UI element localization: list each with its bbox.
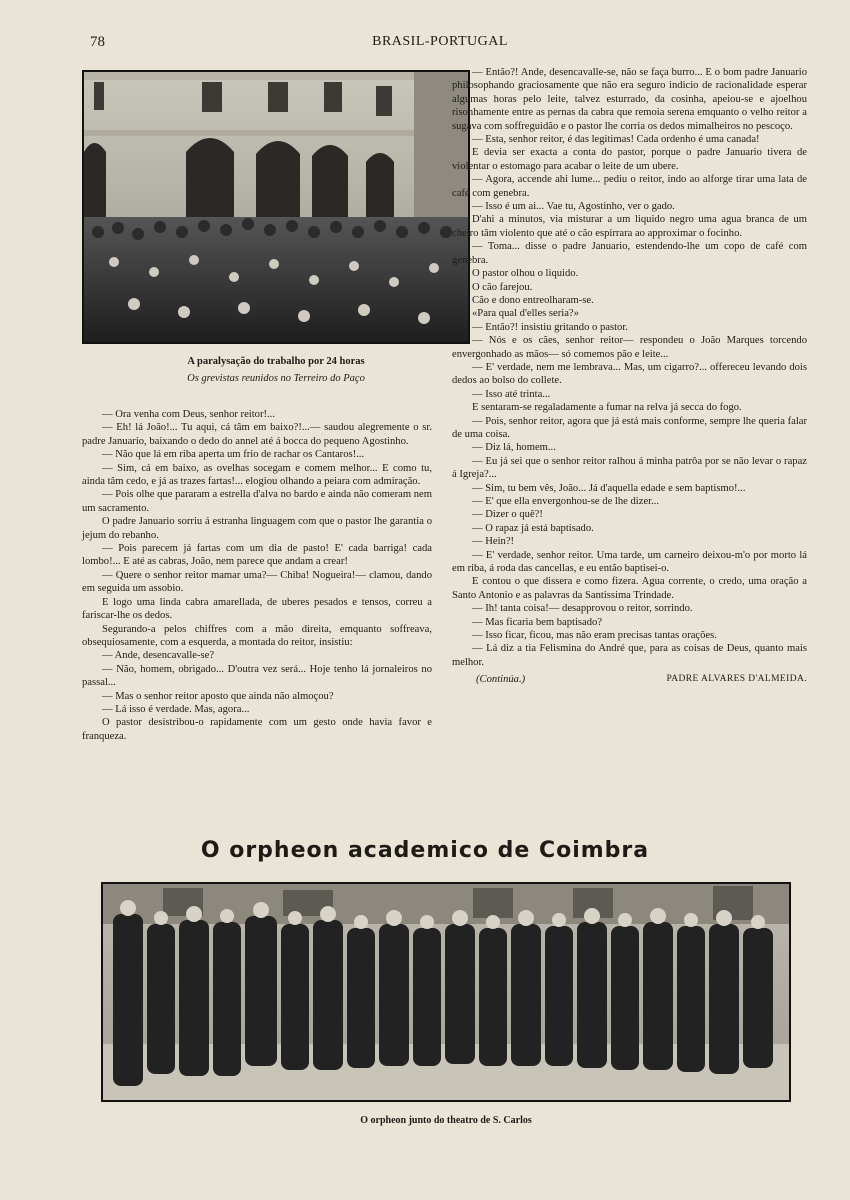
author-signature: PADRE ALVARES D'ALMEIDA. [666, 674, 807, 685]
paragraph: — Dizer o quê?! [472, 509, 543, 521]
paragraph: O pastor desistribou-o rapidamente com um gesto onde havia favor e franqueza. [82, 717, 432, 742]
paragraph: — Então?! Ande, desencavalle-se, não se faça burro... E o bom padre Januario philosophando graciosamente que não era seguro indicio de racionalidade esperar algumas horas pelo leite, talvez esturrado, da cosinha, apeiou-se e ajoelhou risonhamente entre as pernas da cabra que remoia serena emquanto o velho reitor a sugava com soffreguidão e o pastor lhe corria os dedos mimalheiros no pescoço. [452, 67, 807, 132]
paragraph: — Nós e os cães, senhor reitor— respondeu o João Marques torcendo envergonhado as mãos— só comemos pão e leite... [452, 335, 807, 360]
paragraph: E logo uma linda cabra amarellada, de uberes pesados e tensos, correu a fariscar-lhe os dedos. [82, 596, 432, 622]
paragraph: — Agora, accende ahi lume... pediu o reitor, indo ao alforge tirar uma lata de café com genebra. [452, 174, 807, 199]
photo1-caption-title: A paralysação do trabalho por 24 horas [187, 356, 365, 367]
continua-note: (Continúa.) [476, 674, 526, 686]
paragraph: — Ora venha com Deus, senhor reitor!... [102, 409, 275, 420]
paragraph: — Não que lá em riba aperta um frio de rachar os Cantaros!... [102, 449, 365, 461]
paragraph: — Pois, senhor reitor, agora que já está mais conforme, sempre lhe queria falar de uma coisa. [452, 415, 807, 440]
paragraph: — O rapaz já está baptisado. [472, 522, 594, 534]
paragraph: — Mas o senhor reitor aposto que ainda não almoçou? [102, 690, 334, 702]
paragraph: «Para qual d'elles seria?» [472, 308, 579, 320]
paragraph: — Isso é um ai... Vae tu, Agostinho, ver o gado. [472, 201, 675, 213]
paragraph: — Pois olhe que pararam a estrella d'alva no bardo e ainda não comeram nem um sacramento. [82, 489, 432, 514]
article-footer [452, 673, 807, 689]
paragraph: Segurando-a pelos chiffres com a mão direita, emquanto soffreava, obsequiosamente, com a esquerda, a montada do reitor, insistiu: [82, 623, 432, 648]
paragraph: — Diz lá, homem... [472, 442, 556, 454]
paragraph: — E' verdade, nem me lembrava... Mas, um cigarro?... offereceu levando dois dedos ao bolso do collete. [452, 361, 807, 387]
paragraph: — Hein?! [472, 536, 515, 548]
paragraph: — Eh! lá João!... Tu aqui, cá tâm em baixo?!...— saudou alegremente o sr. padre Januario, baixando o dedo do annel até á bocca do pequeno Agostinho. [82, 422, 432, 447]
strike-crowd-photo [82, 70, 470, 344]
paragraph: — Quere o senhor reitor mamar uma?— Chiba! Nogueira!— clamou, dando em seguida um assobio. [82, 569, 432, 595]
paragraph: — Mas ficaria bem baptisado? [472, 616, 603, 628]
section-heading: O orpheon academico de Coimbra [200, 838, 650, 863]
page-number: 78 [90, 34, 105, 50]
right-text-column [452, 66, 807, 689]
photo2-caption: O orpheon junto do theatro de S. Carlos [360, 1115, 532, 1126]
paragraph: — Isso até trinta... [472, 388, 551, 400]
paragraph: — Esta, senhor reitor, é das legitimas! Cada ordenho é uma canada! [472, 134, 760, 146]
paragraph: — Sim, tu bem vês, João... Já d'aquella edade e sem baptismo!... [472, 482, 746, 494]
paragraph: — Pois parecem já fartas com um dia de pasto! E' cada barriga! cada lombo!... E até as cabras, João, nem parece que andam a crear! [82, 543, 432, 568]
left-text-column [82, 408, 432, 743]
paragraph: — Lá diz a tia Felismina do André que, para as coisas de Deus, quanto mais melhor. [452, 643, 807, 668]
paragraph: Cão e dono entreolharam-se. [472, 294, 594, 306]
paragraph: — Toma... disse o padre Januario, estendendo-lhe um copo de café com genebra. [452, 241, 807, 266]
paragraph: — Isso ficar, ficou, mas não eram precisas tantas orações. [472, 630, 717, 642]
paragraph: O cão farejou. [472, 281, 533, 293]
paragraph: — Sim, cá em baixo, as ovelhas socegam e comem melhor... E como tu, ainda tâm cedo, e já as trazes fartas!... elogiou olhando a peiara com admiração. [82, 462, 432, 488]
running-title: BRASIL-PORTUGAL [372, 34, 508, 49]
paragraph: — E' verdade, senhor reitor. Uma tarde, um carneiro deixou-m'o por morto lá em riba, á roda das cancellas, e eu então baptisei-o. [452, 549, 807, 575]
paragraph: O padre Januario sorriu á estranha linguagem com que o pastor lhe garantia o jejum do rebanho. [82, 516, 432, 541]
paragraph: E devia ser exacta a conta do pastor, porque o padre Januario tivera de violentar o estomago para acabar o leite de um ubere. [452, 147, 807, 172]
paragraph: — E' que ella envergonhou-se de lhe dizer... [472, 496, 660, 507]
paragraph: — Ande, desencavalle-se? [102, 650, 215, 662]
paragraph: E contou o que dissera e como fizera. Agua corrente, o credo, uma oração a Santo Antonio e as palavras da Santissima Trindade. [452, 576, 807, 601]
orpheon-group-photo [101, 882, 791, 1102]
photo1-caption-subtitle: Os grevistas reunidos no Terreiro do Paço [187, 373, 365, 384]
paragraph: D'ahi a minutos, via misturar a um liquido negro uma agua branca de um cheiro tâm violento que até o cão espirrara ao approximar o focinho. [452, 214, 807, 239]
paragraph: — Então?! insistiu gritando o pastor. [472, 321, 628, 333]
paragraph: E sentaram-se regaladamente a fumar na relva já secca do fogo. [472, 402, 742, 414]
paragraph: — Eu já sei que o senhor reitor ralhou á minha patrôa por se não levar o rapaz á Igreja?... [452, 455, 807, 481]
paragraph: — Ih! tanta coisa!— desapprovou o reitor, sorrindo. [472, 603, 693, 615]
paragraph: — Não, homem, obrigado... D'outra vez será... Hoje tenho lá jornaleiros no passal... [82, 663, 432, 689]
page-header [90, 34, 790, 54]
paragraph: O pastor olhou o liquido. [472, 268, 579, 280]
paragraph: — Lá isso é verdade. Mas, agora... [102, 703, 250, 715]
